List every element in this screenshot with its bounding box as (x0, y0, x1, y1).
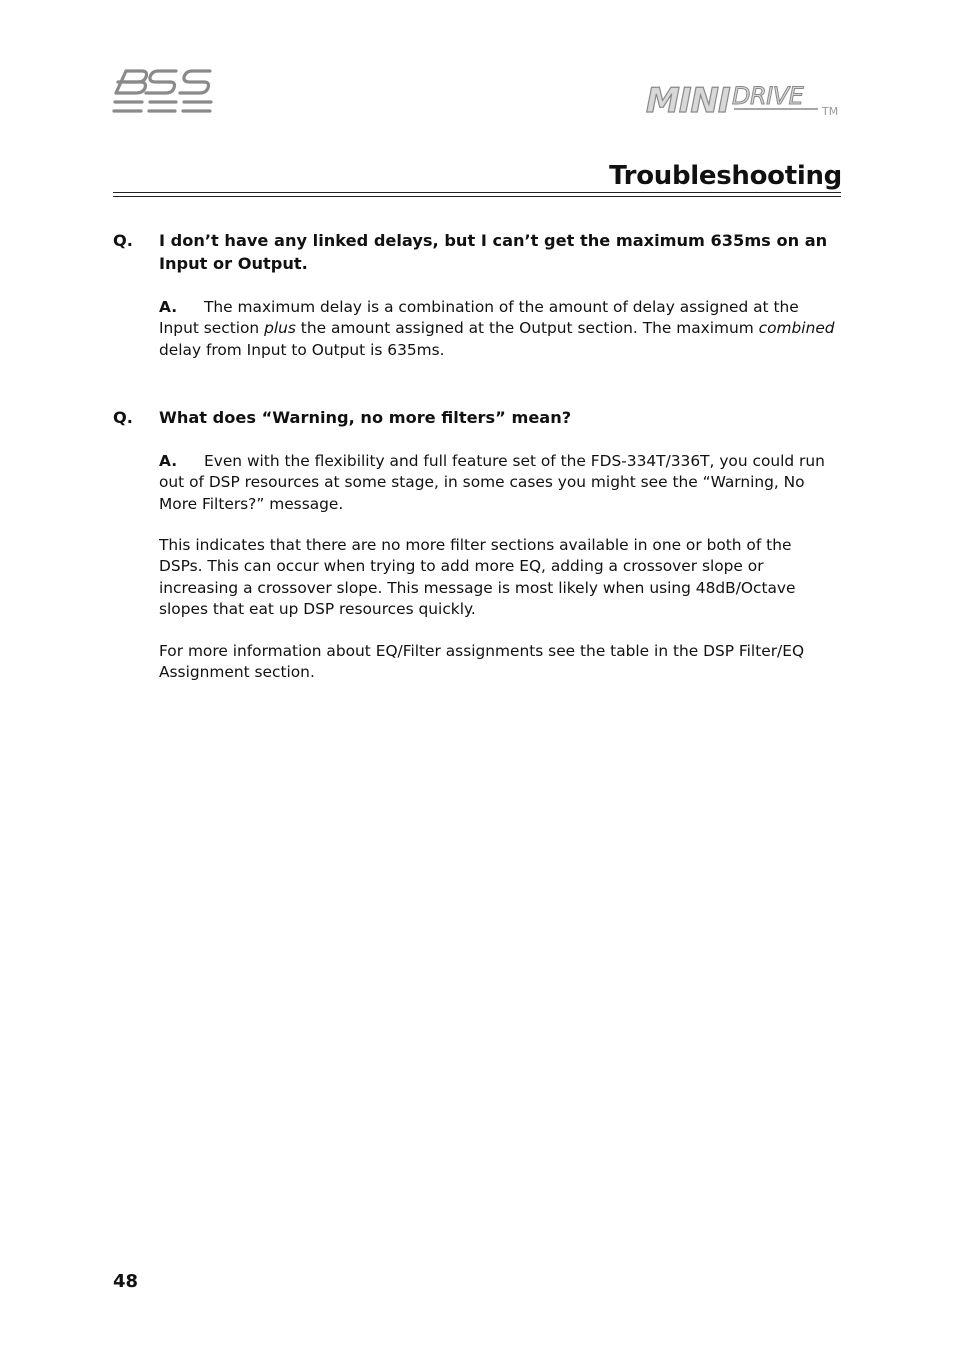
svg-text:DRIVE: DRIVE (732, 82, 804, 110)
question-marker: Q. (113, 408, 133, 427)
answer-marker: A. (159, 452, 178, 470)
title-rule-bottom (113, 196, 841, 197)
answer-2 (159, 451, 839, 515)
question-2 (113, 406, 841, 429)
title-rule-top (113, 192, 841, 193)
question-1 (113, 229, 841, 275)
question-text: I don’t have any linked delays, but I can’t get the maximum 635ms on an Input or Output. (159, 231, 828, 273)
question-marker: Q. (113, 231, 133, 250)
trademark-mark: TM (822, 105, 839, 118)
emphasis-plus: plus (264, 319, 296, 338)
answer-2-paragraph: For more information about EQ/Filter assignments see the table in the DSP Filter/EQ Assignment section. (159, 642, 805, 682)
answer-text: delay from Input to Output is 635ms. (159, 340, 445, 359)
page-title: Troubleshooting (609, 161, 842, 191)
svg-text:MINI: MINI (646, 81, 730, 118)
page-number: 48 (113, 1271, 139, 1292)
answer-text: The maximum delay is a combination of the amount of delay assigned at the Input section (159, 298, 799, 338)
answer-2-paragraph: This indicates that there are no more filter sections available in one or both of the DSPs. This can occur when trying to add more EQ, adding a crossover slope or increasing a crossover slope. This message is most likely when using 48dB/Octave slopes that eat up DSP resources quickly. (159, 536, 796, 618)
question-text: What does “Warning, no more filters” mean? (159, 408, 572, 427)
minidrive-logo-text: MINIDRIVE (644, 78, 650, 79)
bss-logo (112, 68, 216, 114)
answer-text: Even with the flexibility and full feature set of the FDS-334T/336T, you could run out of DSP resources at some stage, in some cases you might see the “Warning, No More Filters?” message. (159, 452, 825, 513)
answer-text: the amount assigned at the Output section. The maximum (295, 319, 759, 338)
minidrive-logo (644, 78, 844, 118)
answer-1 (159, 297, 839, 361)
answer-marker: A. (159, 298, 178, 316)
emphasis-combined: combined (758, 319, 835, 338)
bss-logo-text: BSS (112, 68, 114, 69)
